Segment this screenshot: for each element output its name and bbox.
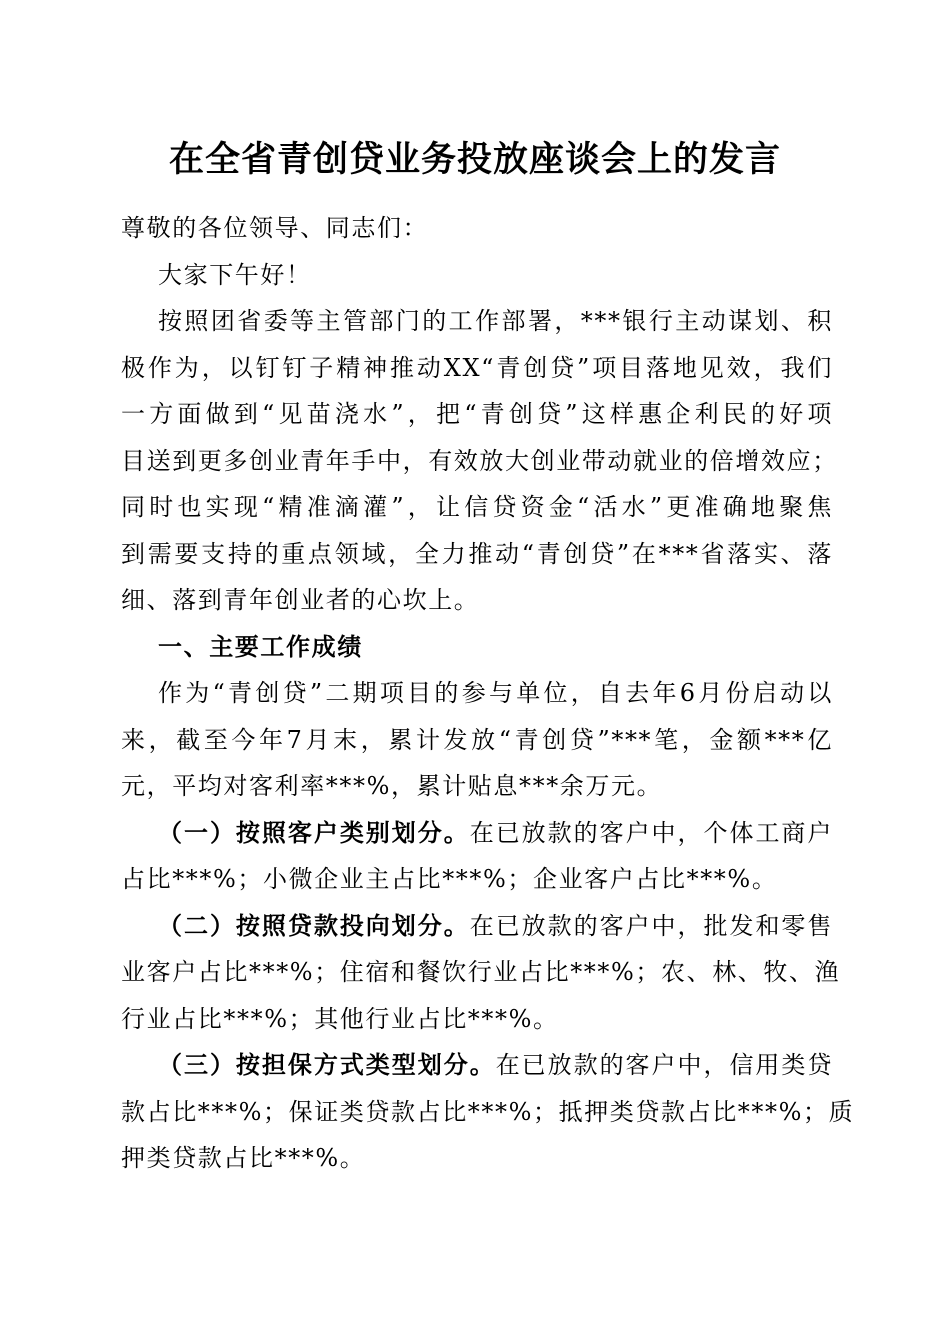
paragraph-line xyxy=(121,810,833,857)
paragraph-line: 业客户占比***%；住宿和餐饮行业占比***%；农、林、牧、渔 xyxy=(121,958,841,986)
document-body xyxy=(121,205,855,1182)
paragraph-line: 按照团省委等主管部门的工作部署，***银行主动谋划、积 xyxy=(158,307,833,335)
subsection-text: 在已放款的客户中，批发和零售 xyxy=(469,911,834,940)
greeting: 大家下午好！ xyxy=(158,260,312,289)
salutation: 尊敬的各位领导、同志们： xyxy=(121,214,429,242)
paragraph-line: 细、落到青年创业者的心坎上。 xyxy=(121,586,480,614)
paragraph-line: 押类贷款占比***%。 xyxy=(121,1144,366,1172)
intro-paragraph xyxy=(121,298,838,624)
paragraph-line: 行业占比***%；其他行业占比***%。 xyxy=(121,1004,559,1033)
subsection-guarantee-type xyxy=(121,1042,855,1182)
section-heading: 一、主要工作成绩 xyxy=(158,632,363,661)
subsection-lead: （一）按照客户类别划分。 xyxy=(158,817,470,847)
paragraph-line xyxy=(121,903,833,950)
paragraph-line: 作为“青创贷”二期项目的参与单位，自去年6月份启动以 xyxy=(158,679,833,707)
subsection-lead: （二）按照贷款投向划分。 xyxy=(158,910,470,940)
paragraph-line: 一方面做到“见苗浇水”，把“青创贷”这样惠企利民的好项 xyxy=(121,400,833,428)
paragraph-line: 元，平均对客利率***%，累计贴息***余万元。 xyxy=(121,772,663,800)
subsection-lead: （三）按担保方式类型划分。 xyxy=(158,1050,496,1079)
subsection-text: 在已放款的客户中，信用类贷 xyxy=(495,1051,833,1079)
subsection-loan-direction xyxy=(121,903,841,1043)
paragraph-line: 到需要支持的重点领域，全力推动“青创贷”在***省落实、落 xyxy=(121,539,833,568)
paragraph-line: 款占比***%；保证类贷款占比***%；抵押类贷款占比***%；质 xyxy=(121,1097,855,1126)
document-title: 在全省青创贷业务投放座谈会上的发言 xyxy=(168,139,781,180)
paragraph-line: 极作为，以钉钉子精神推动XX“青创贷”项目落地见效，我们 xyxy=(121,353,833,382)
paragraph-line xyxy=(121,1042,833,1089)
paragraph-line: 同时也实现“精准滴灌”，让信贷资金“活水”更准确地聚焦 xyxy=(121,493,833,521)
paragraph-line: 来，截至今年7月末，累计发放“青创贷”***笔，金额***亿 xyxy=(121,725,833,754)
section1-paragraph xyxy=(121,670,833,810)
subsection-customer-type xyxy=(121,810,833,903)
paragraph-line: 目送到更多创业青年手中，有效放大创业带动就业的倍增效应； xyxy=(121,446,838,475)
subsection-text: 在已放款的客户中，个体工商户 xyxy=(469,818,834,847)
paragraph-line: 占比***%；小微企业主占比***%；企业客户占比***%。 xyxy=(121,865,778,893)
